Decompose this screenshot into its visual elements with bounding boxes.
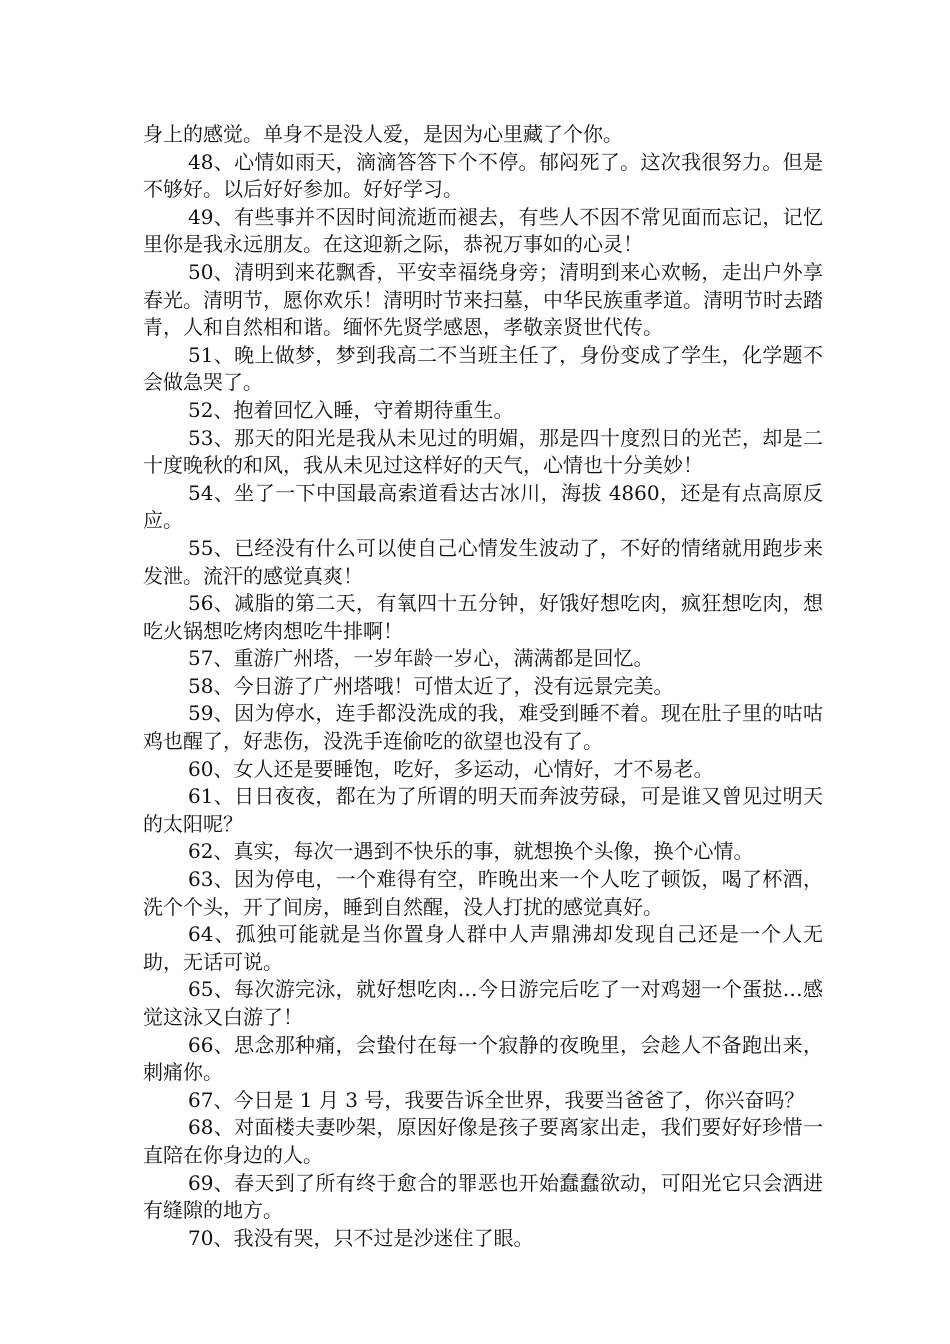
document-body bbox=[143, 121, 823, 1252]
paragraph-64: 64、孤独可能就是当你置身人群中人声鼎沸却发现自己还是一个人无助，无话可说。 bbox=[143, 922, 823, 974]
paragraph-53: 53、那天的阳光是我从未见过的明媚，那是四十度烈日的光芒，却是二十度晚秋的和风，我从未见过这样好的天气，心情也十分美妙！ bbox=[143, 425, 823, 478]
paragraph-59: 59、因为停水，连手都没洗成的我，难受到睡不着。现在肚子里的咕咕鸡也醒了，好悲伤，没洗手连偷吃的欲望也没有了。 bbox=[143, 701, 823, 754]
paragraph-55: 55、已经没有什么可以使自己心情发生波动了，不好的情绪就用跑步来发泄。流汗的感觉真爽！ bbox=[143, 535, 823, 588]
paragraph-54: 54、坐了一下中国最高索道看达古冰川，海拔 4860，还是有点高原反应。 bbox=[143, 480, 823, 533]
paragraph-66: 66、思念那种痛，会蛰付在每一个寂静的夜晚里，会趁人不备跑出来，刺痛你。 bbox=[143, 1032, 823, 1085]
paragraph-58: 58、今日游了广州塔哦！可惜太近了，没有远景完美。 bbox=[188, 673, 674, 698]
paragraph-70: 70、我没有哭，只不过是沙迷住了眼。 bbox=[188, 1225, 534, 1250]
paragraph-67: 67、今日是 1 月 3 号，我要告诉全世界，我要当爸爸了，你兴奋吗？ bbox=[188, 1087, 805, 1112]
paragraph-62: 62、真实，每次一遇到不快乐的事，就想换个头像，换个心情。 bbox=[188, 839, 754, 864]
paragraph-60: 60、女人还是要睡饱，吃好，多运动，心情好，才不易老。 bbox=[188, 756, 714, 781]
paragraph-51: 51、晚上做梦，梦到我高二不当班主任了，身份变成了学生，化学题不会做急哭了。 bbox=[143, 342, 823, 395]
paragraph-61: 61、日日夜夜，都在为了所谓的明天而奔波劳碌，可是谁又曾见过明天的太阳呢？ bbox=[143, 784, 823, 836]
paragraph-48: 48、心情如雨天，滴滴答答下个不停。郁闷死了。这次我很努力。但是不够好。以后好好参加。好好学习。 bbox=[143, 149, 823, 202]
continuation-paragraph: 身上的感觉。单身不是没人爱，是因为心里藏了个你。 bbox=[143, 122, 623, 146]
paragraph-68: 68、对面楼夫妻吵架，原因好像是孩子要离家出走，我们要好好珍惜一直陪在你身边的人。 bbox=[143, 1115, 823, 1167]
paragraph-69: 69、春天到了所有终于愈合的罪恶也开始蠢蠢欲动，可阳光它只会洒进有缝隙的地方。 bbox=[143, 1170, 823, 1223]
paragraph-57: 57、重游广州塔，一岁年龄一岁心，满满都是回忆。 bbox=[188, 646, 654, 671]
paragraph-49: 49、有些事并不因时间流逝而褪去，有些人不因不常见面而忘记，记忆里你是我永远朋友。在这迎新之际，恭祝万事如的心灵！ bbox=[143, 204, 823, 257]
paragraph-56: 56、减脂的第二天，有氧四十五分钟，好饿好想吃肉，疯狂想吃肉，想吃火锅想吃烤肉想吃牛排啊！ bbox=[143, 591, 823, 643]
paragraph-65: 65、每次游完泳，就好想吃肉…今日游完后吃了一对鸡翅一个蛋挞…感觉这泳又白游了！ bbox=[143, 977, 823, 1029]
paragraph-50: 50、清明到来花飘香，平安幸福绕身旁；清明到来心欢畅，走出户外享春光。清明节，愿你欢乐！清明时节来扫墓，中华民族重孝道。清明节时去踏青，人和自然相和谐。缅怀先贤学感恩，孝敬亲贤世代传。 bbox=[143, 259, 823, 340]
paragraph-52: 52、抱着回忆入睡，守着期待重生。 bbox=[188, 397, 514, 422]
paragraph-63: 63、因为停电，一个难得有空，昨晚出来一个人吃了顿饭，喝了杯酒，洗个个头，开了间房，睡到自然醒，没人打扰的感觉真好。 bbox=[143, 867, 823, 919]
